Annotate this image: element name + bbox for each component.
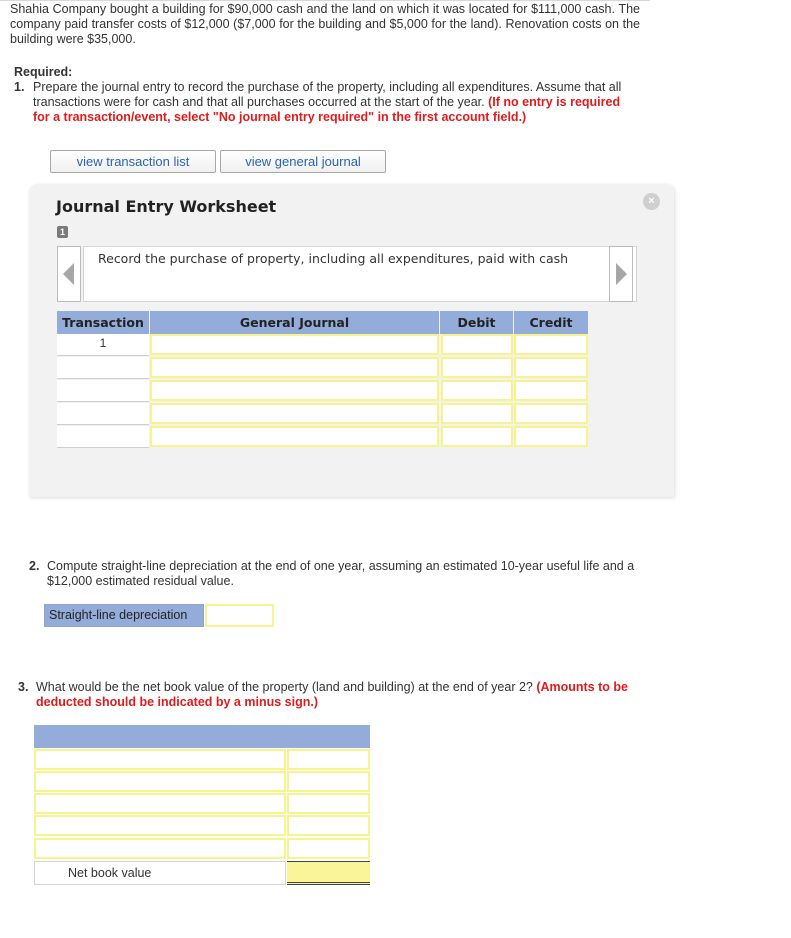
arrow-left-icon (63, 263, 74, 285)
straight-line-depreciation-label: Straight-line depreciation (44, 604, 204, 627)
credit-input[interactable] (514, 357, 588, 378)
col-header-transaction: Transaction (57, 311, 149, 334)
requirement-1 (14, 80, 636, 125)
account-input[interactable] (150, 426, 439, 447)
nbv-label-input[interactable] (34, 749, 286, 770)
nbv-label-input[interactable] (34, 815, 286, 836)
requirement-1-number: 1. (14, 80, 25, 94)
debit-input[interactable] (441, 357, 513, 378)
nbv-label-input[interactable] (34, 793, 286, 814)
account-input[interactable] (150, 334, 439, 355)
account-input[interactable] (150, 380, 439, 401)
question-3-note: (Amounts to be deducted should be indicated by a minus sign.) (36, 680, 629, 709)
journal-entry-worksheet-panel (29, 184, 674, 497)
account-input[interactable] (150, 357, 439, 378)
nbv-amount-input[interactable] (287, 793, 370, 814)
question-2-text: Compute straight-line depreciation at the end of one year, assuming an estimated 10-year useful life and a $12,000 estimated residual value. (47, 559, 635, 588)
view-transaction-list-button[interactable]: view transaction list (50, 150, 216, 173)
nbv-amount-input[interactable] (287, 815, 370, 836)
top-divider (0, 0, 650, 1)
transaction-cell (57, 403, 149, 425)
entry-description (83, 246, 637, 302)
required-heading: Required: (14, 65, 73, 79)
requirement-1-note: (If no entry is required for a transaction/event, select "No journal entry required" in the first account field.) (33, 95, 621, 124)
col-header-general-journal: General Journal (150, 311, 439, 334)
page-number-badge: 1 (57, 226, 68, 238)
nbv-label-input[interactable] (34, 838, 286, 859)
col-header-debit: Debit (440, 311, 513, 334)
net-book-value-table-header (34, 725, 370, 748)
account-input[interactable] (150, 403, 439, 424)
net-book-value-label: Net book value (34, 861, 286, 885)
transaction-cell (57, 380, 149, 402)
nbv-label-input[interactable] (34, 771, 286, 792)
credit-input[interactable] (514, 403, 588, 424)
transaction-cell (57, 357, 149, 379)
entry-description-text: Record the purchase of property, including all expenditures, paid with cash (98, 251, 569, 266)
question-2 (29, 559, 651, 589)
nbv-amount-input[interactable] (287, 771, 370, 792)
arrow-right-icon (616, 263, 627, 285)
problem-statement: Shahia Company bought a building for $90,000 cash and the land on which it was located for $111,000 cash. The company paid transfer costs of $12,000 ($7,000 for the building and $5,000 for the land). Renovation costs on the building were $35,000. (10, 2, 640, 46)
credit-input[interactable] (514, 334, 588, 355)
worksheet-title: Journal Entry Worksheet (56, 197, 277, 216)
view-general-journal-button[interactable]: view general journal (220, 150, 386, 173)
nbv-amount-input[interactable] (287, 749, 370, 770)
question-3-text: What would be the net book value of the property (land and building) at the end of year 2? (36, 680, 533, 694)
credit-input[interactable] (514, 426, 588, 447)
col-header-credit: Credit (514, 311, 588, 334)
credit-input[interactable] (514, 380, 588, 401)
next-entry-button[interactable] (609, 246, 633, 302)
transaction-cell: 1 (57, 334, 149, 356)
question-2-number: 2. (29, 559, 40, 573)
debit-input[interactable] (441, 380, 513, 401)
debit-input[interactable] (441, 426, 513, 447)
straight-line-depreciation-input[interactable] (205, 604, 274, 627)
question-3 (18, 680, 648, 710)
requirement-1-text: Prepare the journal entry to record the purchase of the property, including all expenditures. Assume that all transactions were for cash and that all purchases occurred at the start of the year. (33, 80, 622, 109)
question-3-number: 3. (18, 680, 29, 694)
net-book-value-input[interactable] (287, 861, 370, 885)
debit-input[interactable] (441, 403, 513, 424)
previous-entry-button[interactable] (57, 246, 81, 302)
debit-input[interactable] (441, 334, 513, 355)
close-icon[interactable]: × (643, 193, 660, 210)
nbv-amount-input[interactable] (287, 838, 370, 859)
transaction-cell (57, 426, 149, 448)
